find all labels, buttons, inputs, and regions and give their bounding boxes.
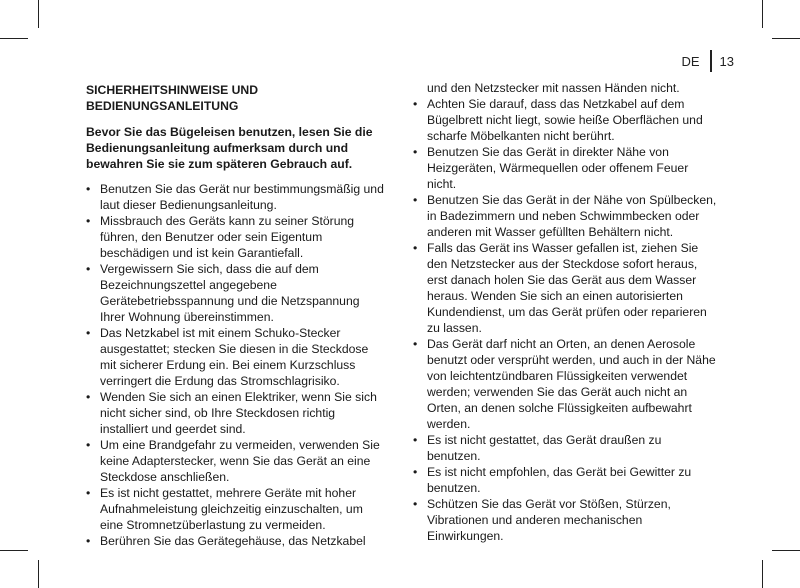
crop-mark-bottom-right bbox=[762, 560, 763, 588]
section-heading: SICHERHEITSHINWEISE UND BEDIENUNGSANLEITUNG bbox=[86, 83, 258, 113]
list-item: • Berühren Sie das Gerätegehäuse, das Netzkabel bbox=[86, 533, 386, 549]
right-column bbox=[413, 80, 718, 544]
list-item: • Es ist nicht gestattet, mehrere Geräte mit hoher Aufnahmeleistung gleichzeitig einzuschalten, um eine Stromnetzüberlastung zu vermeiden. bbox=[86, 485, 386, 533]
page-number: 13 bbox=[719, 53, 734, 69]
crop-mark-right-bottom bbox=[772, 550, 800, 551]
list-item: • Missbrauch des Geräts kann zu seiner Störung führen, den Benutzer oder sein Eigentum beschädigen und ist kein Garantiefall. bbox=[86, 213, 386, 261]
list-item: • Es ist nicht gestattet, das Gerät draußen zu benutzen. bbox=[413, 432, 718, 464]
safety-list-left bbox=[86, 181, 386, 549]
language-code: DE bbox=[681, 53, 700, 69]
list-item: • Wenden Sie sich an einen Elektriker, wenn Sie sich nicht sicher sind, ob Ihre Steckdosen richtig installiert und geerdet sind. bbox=[86, 389, 386, 437]
left-column bbox=[86, 80, 386, 549]
list-item: • Das Gerät darf nicht an Orten, an denen Aerosole benutzt oder versprüht werden, und auch in der Nähe von leichtentzündbaren Flüssigkeiten verwendet werden; verwenden Sie das Gerät auch nicht an Orten, an denen solche Flüssigkeiten aufbewahrt werden. bbox=[413, 336, 718, 432]
list-item: • Falls das Gerät ins Wasser gefallen ist, ziehen Sie den Netzstecker aus der Steckdose sofort heraus, erst danach holen Sie das Gerät aus dem Wasser heraus. Wenden Sie sich an einen autorisierten Kundendienst, um das Gerät prüfen oder reparieren zu lassen. bbox=[413, 240, 718, 336]
list-item: • Benutzen Sie das Gerät in der Nähe von Spülbecken, in Badezimmern und neben Schwimmbecken oder anderen mit Wasser gefüllten Behältern nicht. bbox=[413, 192, 718, 240]
list-item: • Um eine Brandgefahr zu vermeiden, verwenden Sie keine Adapterstecker, wenn Sie das Gerät an eine Steckdose anschließen. bbox=[86, 437, 386, 485]
header-divider bbox=[710, 50, 712, 72]
list-item: • Es ist nicht empfohlen, das Gerät bei Gewitter zu benutzen. bbox=[413, 464, 718, 496]
crop-mark-left-bottom bbox=[0, 550, 28, 551]
list-item: • Achten Sie darauf, dass das Netzkabel auf dem Bügelbrett nicht liegt, sowie heiße Oberflächen und scharfe Möbelkanten nicht berührt. bbox=[413, 96, 718, 144]
safety-list-right bbox=[413, 96, 718, 544]
list-item: • Benutzen Sie das Gerät in direkter Nähe von Heizgeräten, Wärmequellen oder offenem Feuer nicht. bbox=[413, 144, 718, 192]
list-item-continuation: und den Netzstecker mit nassen Händen nicht. bbox=[427, 81, 680, 95]
intro-paragraph: Bevor Sie das Bügeleisen benutzen, lesen Sie die Bedienungsanleitung aufmerksam durch und bewahren Sie sie zum späteren Gebrauch auf. bbox=[86, 125, 373, 171]
list-item: • Benutzen Sie das Gerät nur bestimmungsmäßig und laut dieser Bedienungsanleitung. bbox=[86, 181, 386, 213]
crop-mark-left-top bbox=[0, 38, 28, 39]
page-header bbox=[681, 50, 734, 72]
list-item: • Das Netzkabel ist mit einem Schuko-Stecker ausgestattet; stecken Sie diesen in die Steckdose mit sicherer Erdung ein. Bei einem Kurzschluss verringert die Erdung das Stromschlagrisiko. bbox=[86, 325, 386, 389]
crop-mark-top-right bbox=[762, 0, 763, 28]
crop-mark-top-left bbox=[38, 0, 39, 28]
crop-mark-right-top bbox=[772, 38, 800, 39]
list-item: • Schützen Sie das Gerät vor Stößen, Stürzen, Vibrationen und anderen mechanischen Einwirkungen. bbox=[413, 496, 718, 544]
list-item: • Vergewissern Sie sich, dass die auf dem Bezeichnungszettel angegebene Gerätebetriebsspannung und die Netzspannung Ihrer Wohnung übereinstimmen. bbox=[86, 261, 386, 325]
crop-mark-bottom-left bbox=[38, 560, 39, 588]
